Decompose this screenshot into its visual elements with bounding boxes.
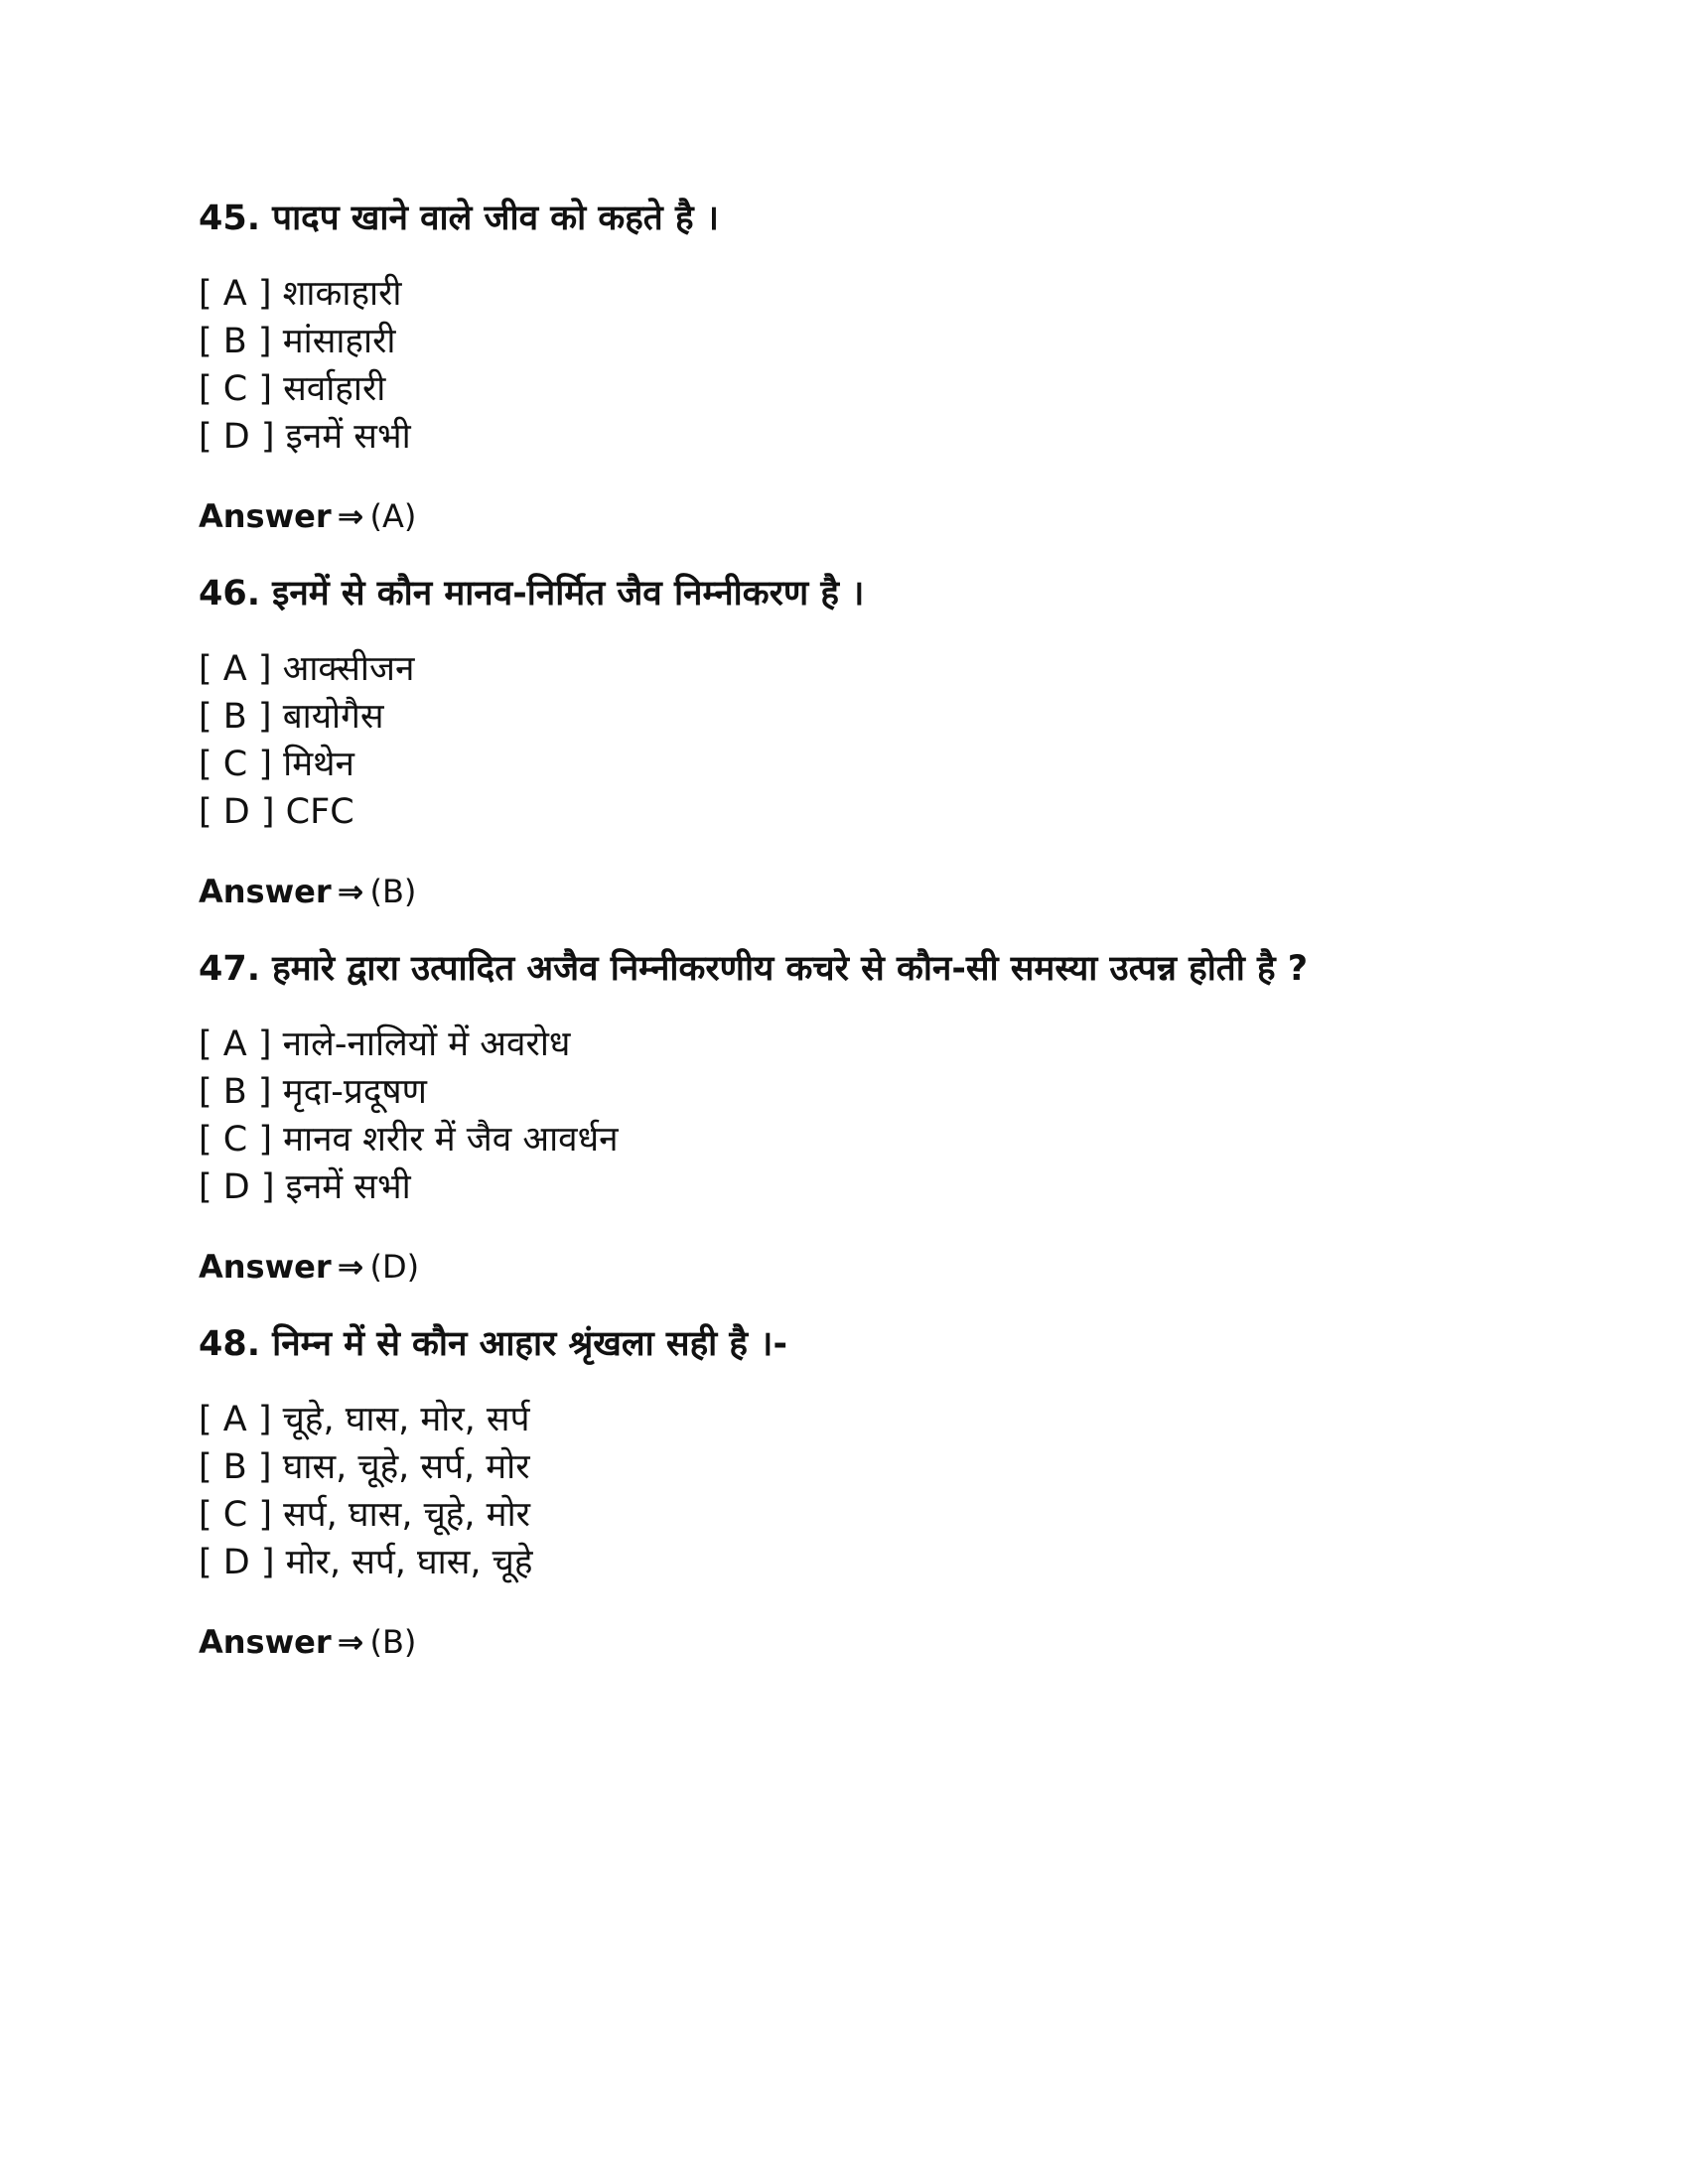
right-double-arrow-icon: ⇒	[337, 1248, 364, 1286]
option-c: [ C ] सर्प, घास, चूहे, मोर	[199, 1495, 530, 1535]
answer-label: Answer	[199, 1623, 332, 1661]
answer-label: Answer	[199, 1248, 332, 1286]
right-double-arrow-icon: ⇒	[337, 1623, 364, 1661]
question-text: 47. हमारे द्वारा उत्पादित अजैव निम्नीकरणीय कचरे से कौन-सी समस्या उत्पन्न होती है ?	[199, 949, 1309, 989]
option-b: [ B ] बायोगैस	[199, 697, 384, 737]
answer-label: Answer	[199, 497, 332, 535]
question-text: 45. पादप खाने वाले जीव को कहते है ।	[199, 199, 719, 238]
answer-value: (A)	[369, 497, 417, 535]
option-list	[199, 1021, 1509, 1211]
option-b: [ B ] मृदा-प्रदूषण	[199, 1072, 427, 1112]
option-b: [ B ] मांसाहारी	[199, 322, 396, 361]
option-d: [ D ] CFC	[199, 792, 354, 832]
right-double-arrow-icon: ⇒	[337, 873, 364, 910]
option-list	[199, 645, 1509, 836]
answer-line	[199, 870, 1509, 913]
question-block-45	[199, 195, 1509, 538]
option-c: [ C ] मिथेन	[199, 745, 354, 784]
option-c: [ C ] सर्वाहारी	[199, 369, 386, 409]
option-d: [ D ] इनमें सभी	[199, 417, 411, 457]
answer-value: (B)	[369, 1623, 417, 1661]
answer-value: (D)	[369, 1248, 420, 1286]
option-a: [ A ] चूहे, घास, मोर, सर्प	[199, 1400, 530, 1439]
option-a: [ A ] आक्सीजन	[199, 649, 415, 689]
option-d: [ D ] इनमें सभी	[199, 1167, 411, 1207]
question-block-47	[199, 945, 1509, 1289]
option-a: [ A ] शाकाहारी	[199, 274, 402, 314]
answer-value: (B)	[369, 873, 417, 910]
option-b: [ B ] घास, चूहे, सर्प, मोर	[199, 1447, 530, 1487]
option-d: [ D ] मोर, सर्प, घास, चूहे	[199, 1543, 533, 1582]
question-text: 46. इनमें से कौन मानव-निर्मित जैव निम्नीकरण है ।	[199, 574, 865, 614]
question-block-46	[199, 570, 1509, 913]
option-c: [ C ] मानव शरीर में जैव आवर्धन	[199, 1120, 619, 1160]
answer-label: Answer	[199, 873, 332, 910]
right-double-arrow-icon: ⇒	[337, 497, 364, 535]
answer-line	[199, 1245, 1509, 1289]
option-a: [ A ] नाले-नालियों में अवरोध	[199, 1024, 571, 1064]
answer-line	[199, 1620, 1509, 1664]
question-text: 48. निम्न में से कौन आहार श्रृंखला सही है ।-	[199, 1324, 787, 1364]
answer-line	[199, 494, 1509, 538]
option-list	[199, 1396, 1509, 1586]
option-list	[199, 270, 1509, 461]
question-block-48	[199, 1320, 1509, 1664]
